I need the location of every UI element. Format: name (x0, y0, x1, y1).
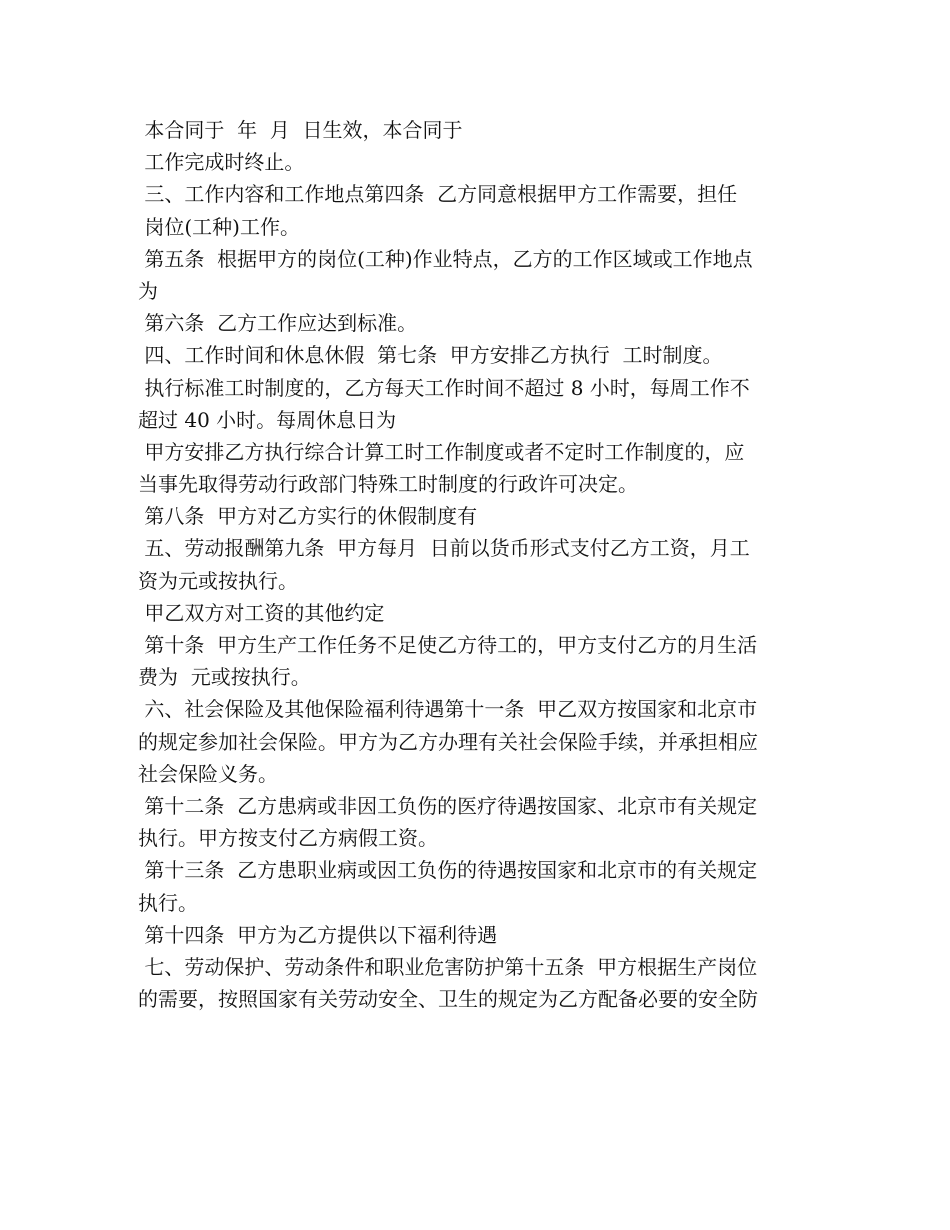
text-line: 七、劳动保护、劳动条件和职业危害防护第十五条 甲方根据生产岗位 (138, 954, 758, 979)
text-line: 六、社会保险及其他保险福利待遇第十一条 甲乙双方按国家和北京市 (138, 697, 758, 722)
text-line: 资为元或按执行。 (138, 568, 298, 593)
text-line: 第十二条 乙方患病或非因工负伤的医疗待遇按国家、北京市有关规定 (138, 793, 758, 818)
text-line: 社会保险义务。 (138, 761, 278, 786)
text-line: 五、劳动报酬第九条 甲方每月 日前以货币形式支付乙方工资，月工 (138, 536, 750, 561)
text-line: 超过 40 小时。每周休息日为 (138, 407, 397, 432)
text-line: 执行标准工时制度的，乙方每天工作时间不超过 8 小时，每周工作不 (138, 375, 750, 400)
text-line: 甲方安排乙方执行综合计算工时工作制度或者不定时工作制度的，应 (138, 439, 745, 464)
text-line: 费为 元或按执行。 (138, 665, 311, 690)
text-line: 工作完成时终止。 (138, 150, 305, 175)
text-line: 第十四条 甲方为乙方提供以下福利待遇 (138, 922, 498, 947)
text-line: 的规定参加社会保险。甲方为乙方办理有关社会保险手续，并承担相应 (138, 729, 758, 754)
text-line: 甲乙双方对工资的其他约定 (138, 600, 385, 625)
text-line: 执行。 (138, 890, 198, 915)
text-line: 的需要，按照国家有关劳动安全、卫生的规定为乙方配备必要的安全防 (138, 987, 758, 1012)
text-line: 第十三条 乙方患职业病或因工负伤的待遇按国家和北京市的有关规定 (138, 858, 758, 883)
text-line: 第六条 乙方工作应达到标准。 (138, 311, 418, 336)
text-line: 第五条 根据甲方的岗位(工种)作业特点，乙方的工作区域或工作地点 (138, 246, 753, 271)
text-line: 第十条 甲方生产工作任务不足使乙方待工的，甲方支付乙方的月生活 (138, 633, 758, 657)
text-line: 三、工作内容和工作地点第四条 乙方同意根据甲方工作需要，担任 (138, 182, 738, 207)
text-line: 当事先取得劳动行政部门特殊工时制度的行政许可决定。 (138, 472, 638, 497)
text-line: 岗位(工种)工作。 (138, 214, 300, 239)
text-line: 本合同于 年 月 日生效，本合同于 (138, 118, 463, 142)
document-body (138, 114, 818, 1015)
text-line: 为 (138, 278, 158, 303)
text-line: 四、工作时间和休息休假 第七条 甲方安排乙方执行 工时制度。 (138, 343, 723, 368)
text-line: 执行。甲方按支付乙方病假工资。 (138, 826, 438, 851)
text-line: 第八条 甲方对乙方实行的休假制度有 (138, 504, 478, 529)
